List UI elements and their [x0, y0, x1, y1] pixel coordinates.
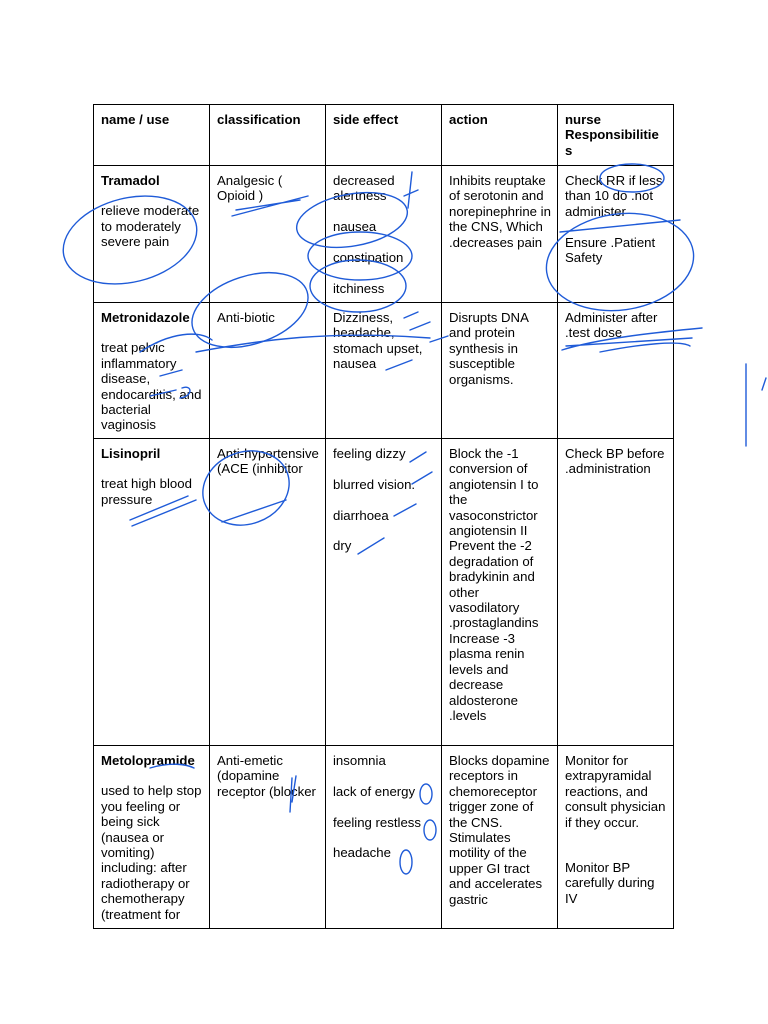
table-row: [94, 303, 674, 439]
header-name-use: name / use: [94, 105, 210, 166]
side-effect-item: headache: [333, 845, 391, 861]
nurse-item: Monitor for extrapyramidal reactions, and consult physician if they occur.: [565, 753, 666, 830]
header-classification: classification: [210, 105, 326, 166]
drug-use: treat high blood pressure: [101, 476, 192, 507]
classification-cell: Anti-hypertensive (ACE (inhibitor: [210, 439, 326, 746]
nurse-cell: [558, 746, 674, 929]
header-nurse-responsibilities: nurse Responsibilitie s: [558, 105, 674, 166]
action-cell: Disrupts DNA and protein synthesis in susceptible organisms.: [442, 303, 558, 439]
side-effect-item: insomnia: [333, 753, 386, 768]
side-effect-item: itchiness: [333, 280, 385, 296]
action-cell: Block the -1 conversion of angiotensin I to the vasoconstrictor angiotensin II Prevent the -2 degradation of bradykinin and other vasodilatory .prostaglandins Increase -3 plasma renin levels and decrease aldosterone .levels: [442, 439, 558, 746]
table-header-row: [94, 105, 674, 166]
drug-name: Metolopramide: [101, 753, 195, 768]
drug-name: Tramadol: [101, 173, 160, 188]
nurse-item: Check RR if less than 10 do .not administer: [565, 173, 663, 219]
drug-use: used to help stop you feeling or being sick (nausea or vomiting) including: after radiotherapy or chemotherapy (treatment for: [101, 783, 202, 922]
side-effect-item: lack of energy: [333, 783, 416, 799]
side-effect-item: blurred vision.: [333, 476, 416, 492]
side-effect-item: dry: [333, 538, 352, 554]
side-effect-item: feeling restless: [333, 814, 421, 830]
header-side-effect: side effect: [326, 105, 442, 166]
drug-name: Metronidazole: [101, 310, 190, 325]
side-effect-cell: [326, 746, 442, 929]
side-effect-item: decreased alertness: [333, 173, 395, 204]
side-effect-item: constipation: [333, 250, 404, 265]
name-use-cell: [94, 166, 210, 303]
classification-cell: Anti-biotic: [210, 303, 326, 439]
nurse-cell: [558, 303, 674, 439]
side-effect-cell: [326, 303, 442, 439]
drug-name: Lisinopril: [101, 446, 161, 461]
side-effect-item: nausea: [333, 219, 377, 235]
side-effect-item: feeling dizzy: [333, 446, 406, 461]
nurse-item: Monitor BP carefully during IV: [565, 860, 655, 906]
name-use-cell: [94, 746, 210, 929]
nurse-item: Check BP before .administration: [565, 446, 665, 477]
drug-use: relieve moderate to moderately severe pain: [101, 203, 200, 250]
ink-stroke: [746, 364, 766, 446]
name-use-cell: [94, 303, 210, 439]
side-effect-item: diarrhoea: [333, 507, 389, 523]
header-action: action: [442, 105, 558, 166]
side-effect-cell: [326, 166, 442, 303]
nurse-cell: [558, 166, 674, 303]
classification-cell: Analgesic ( Opioid ): [210, 166, 326, 303]
table-row: [94, 166, 674, 303]
drug-table: [93, 104, 674, 929]
action-cell: Inhibits reuptake of serotonin and norepinephrine in the CNS, Which .decreases pain: [442, 166, 558, 303]
table-row: [94, 746, 674, 929]
nurse-item: Ensure .Patient Safety: [565, 234, 656, 266]
nurse-cell: [558, 439, 674, 746]
side-effect-item: Dizziness, headache, stomach upset, nausea: [333, 310, 423, 372]
name-use-cell: [94, 439, 210, 746]
classification-cell: Anti-emetic (dopamine receptor (blocker: [210, 746, 326, 929]
side-effect-cell: [326, 439, 442, 746]
action-cell: Blocks dopamine receptors in chemoreceptor trigger zone of the CNS. Stimulates motility of the upper GI tract and accelerates gastric: [442, 746, 558, 929]
nurse-item: Administer after .test dose: [565, 310, 658, 341]
table-row: [94, 439, 674, 746]
drug-use: treat pelvic inflammatory disease, endocarditis, and bacterial vaginosis: [101, 340, 202, 433]
